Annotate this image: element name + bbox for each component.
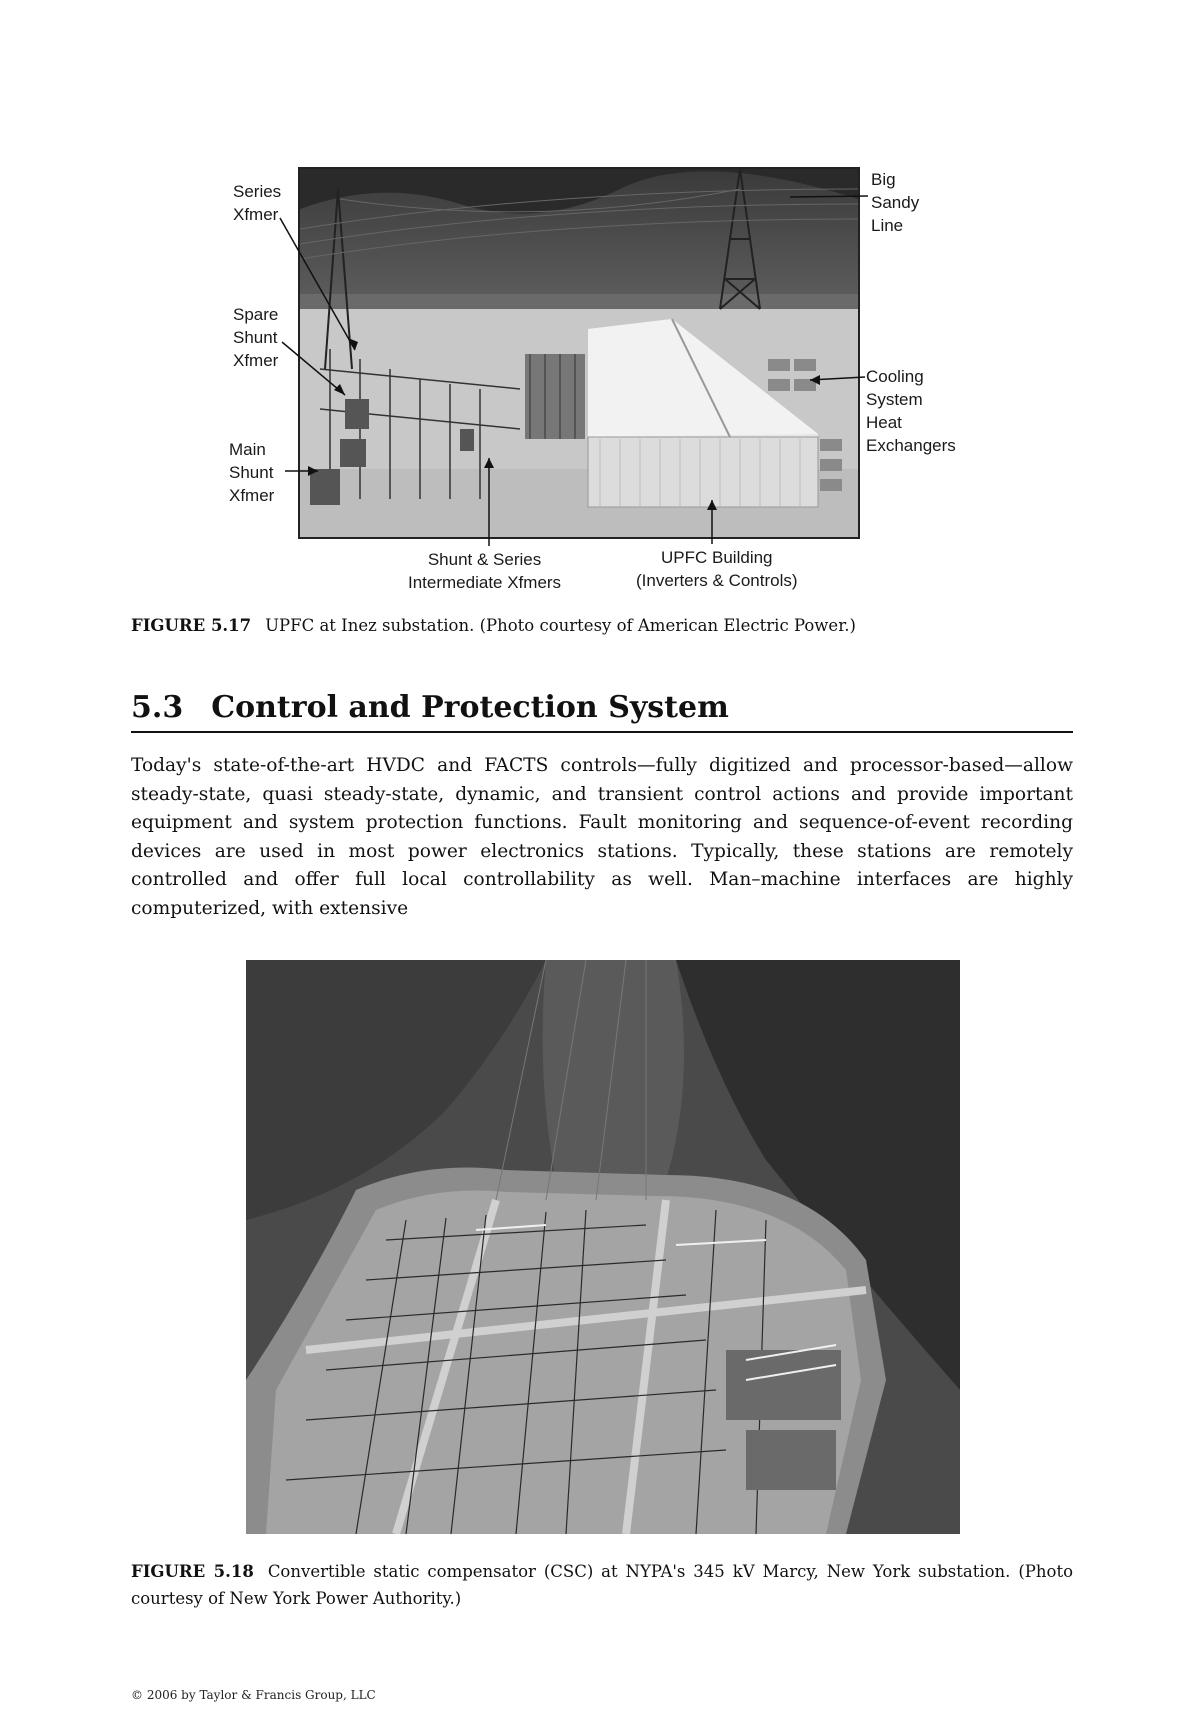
label-spare-shunt-xfmer: Spare Shunt Xfmer [233,305,279,370]
figure-5-18-caption [131,1558,1073,1612]
figure-5-17-caption [131,612,1073,639]
label-cooling-system: Cooling System Heat Exchangers [866,367,956,455]
figure-5-17-callouts [0,0,1200,700]
label-upfc-building: UPFC Building (Inverters & Controls) [636,548,798,590]
section-title: Control and Protection System [211,690,729,725]
copyright-footer: © 2006 by Taylor & Francis Group, LLC [131,1688,376,1702]
figure-5-18-caption-text: Convertible static compensator (CSC) at NYPA's 345 kV Marcy, New York substation. (Photo courtesy of New York Power Authority.) [131,1562,1074,1608]
section-number: 5.3 [131,690,184,725]
label-intermediate-xfmers: Shunt & Series Intermediate Xfmers [408,550,562,592]
label-big-sandy-line: Big Sandy Line [871,170,920,235]
figure-5-17-caption-text: UPFC at Inez substation. (Photo courtesy of American Electric Power.) [265,616,856,635]
label-series-xfmer: Series Xfmer [233,182,282,224]
body-paragraph: Today's state-of-the-art HVDC and FACTS controls—fully digitized and processor-based—allow steady-state, quasi steady-state, dynamic, and transient control actions and provide important equipment and system protection functions. Fault monitoring and sequence-of-event recording devices are used in most power electronics stations. Typically, these stations are remotely controlled and offer full local controllability as well. Man–machine interfaces are highly computerized, with extensive [131,755,1073,919]
figure-5-18-label: FIGURE 5.18 [131,1562,254,1581]
label-main-shunt-xfmer: Main Shunt Xfmer [229,440,275,505]
section-heading [131,690,1073,733]
figure-5-17-label: FIGURE 5.17 [131,616,252,635]
figure-5-18-photo [246,960,960,1534]
csc-substation-image [246,960,960,1534]
